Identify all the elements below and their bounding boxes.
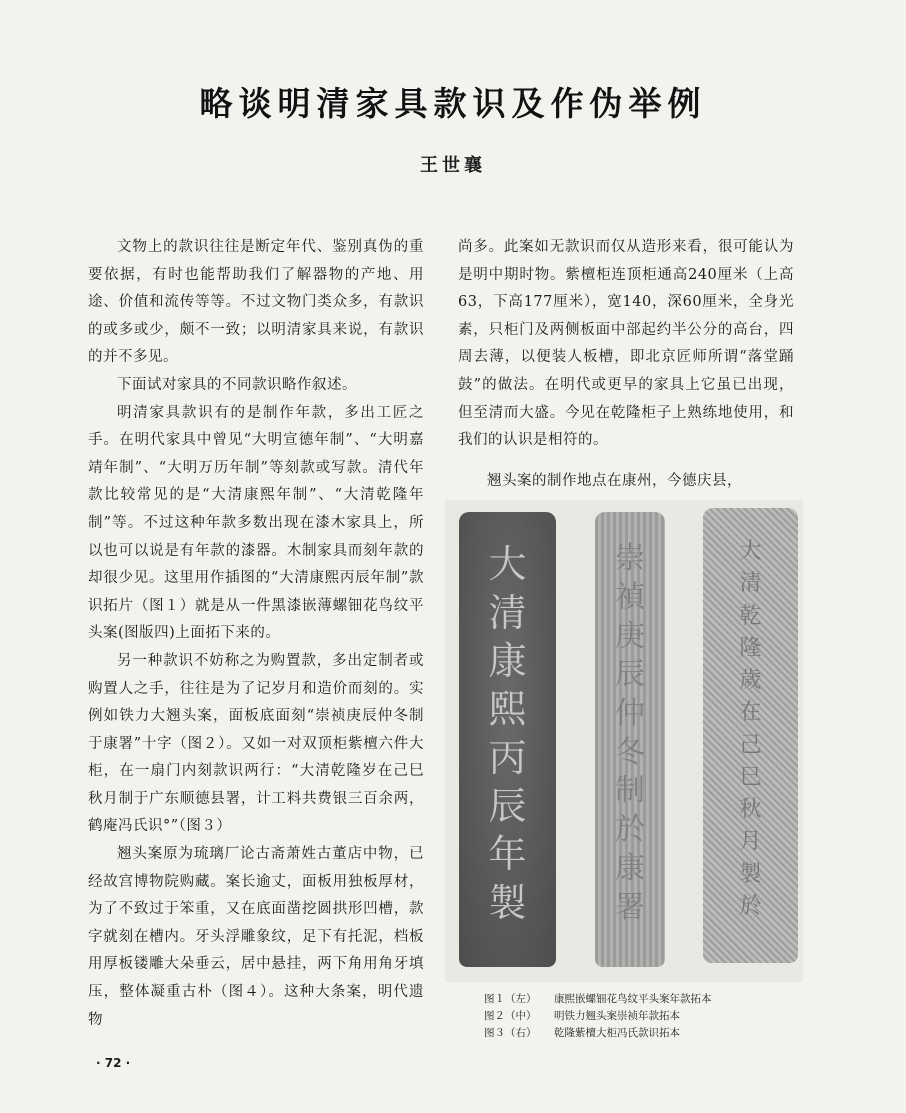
rubbing-character: 庚	[615, 618, 645, 654]
rubbing-character: 於	[739, 893, 762, 919]
rubbing-character: 仲	[615, 696, 645, 732]
rubbing-character: 年	[488, 832, 527, 877]
caption-row	[484, 1025, 804, 1042]
caption-number: 图２（中）	[484, 1010, 537, 1022]
rubbing-character: 月	[739, 829, 762, 855]
paragraph: 下面试对家具的不同款识略作叙述。	[117, 376, 357, 393]
left-column	[88, 234, 424, 1034]
page-number: · 72 ·	[96, 1056, 131, 1070]
rubbing-character: 隆	[739, 635, 762, 661]
paragraph: 另一种款识不妨称之为购置款，多出定制者或购置人之手，往往是为了记岁月和造价而刻的。实例如铁力大翘头案，面板底面刻“崇祯庚辰仲冬制于康署”十字（图２）。又如一对双顶柜紫檀六件大柜，在一扇门内刻款识两行：“大清乾隆岁在己巳秋月制于广东顺德县署，计工料共费银三百余两，鹤庵冯氏识°”（图３）	[88, 652, 424, 835]
rubbing-character: 冬	[615, 734, 645, 770]
rubbing-character: 秋	[739, 797, 762, 823]
rubbing-character: 歲	[739, 668, 762, 694]
right-column-tail	[458, 468, 794, 496]
rubbing-character: 禎	[615, 580, 645, 616]
author-name: 王世襄	[420, 155, 486, 176]
rubbing-character: 巳	[739, 764, 762, 790]
figure-captions	[484, 991, 804, 1042]
rubbing-character: 署	[615, 889, 645, 925]
paragraph: 尚多。此案如无款识而仅从造形来看，很可能认为是明中期时物。紫檀柜连顶柜通高240厘米（上高63，下高177厘米），宽140，深60厘米，全身光素，只柜门及两侧板面中部起约半公分的高台，四周去薄，以便装人板槽，即北京匠师所谓“落堂踊鼓”的做法。在明代或更早的家具上它虽已出现，但至清而大盛。今见在乾隆柜子上熟练地使用，和我们的认识是相符的。	[458, 239, 794, 449]
rubbing-character: 熙	[488, 687, 527, 732]
rubbing-character: 辰	[615, 657, 645, 693]
rubbing-character: 丙	[488, 735, 527, 780]
rubbing-1-chars	[459, 512, 556, 967]
rubbing-character: 辰	[488, 784, 527, 829]
caption-row	[484, 1008, 804, 1025]
rubbing-image-3	[703, 508, 798, 963]
rubbing-2-chars	[595, 512, 665, 967]
rubbing-character: 於	[615, 812, 645, 848]
rubbing-character: 製	[488, 880, 527, 925]
caption-number: 图１（左）	[484, 993, 537, 1005]
rubbing-character: 康	[488, 638, 527, 683]
rubbing-character: 崇	[615, 541, 645, 577]
caption-row	[484, 991, 804, 1008]
paragraph: 翘头案原为琉璃厂论古斋萧姓古董店中物，已经故宫博物院购藏。案长逾丈，面板用独板厚材，为了不致过于笨重，又在底面凿挖圆拱形凹槽，款字就刻在槽内。牙头浮雕象纹，足下有托泥，档板用厚板镂雕大朵垂云，居中悬挂，两下角用角牙填压，整体凝重古朴（图４）。这种大条案，明代遗物	[88, 846, 424, 1028]
rubbing-character: 大	[739, 539, 762, 565]
caption-text: 乾隆紫檀大柜冯氏款识拓本	[554, 1027, 680, 1039]
right-column	[458, 234, 794, 455]
paragraph: 翘头案的制作地点在康州，今德庆县，	[487, 473, 742, 489]
article-title: 略谈明清家具款识及作伪举例	[199, 84, 707, 123]
paragraph: 文物上的款识往往是断定年代、鉴别真伪的重要依据，有时也能帮助我们了解器物的产地、用途、价值和流传等等。不过文物门类众多，有款识的或多或少，颇不一致；以明清家具来说，有款识的并不多见。	[88, 239, 424, 366]
rubbing-character: 制	[615, 773, 645, 809]
rubbing-character: 製	[739, 861, 762, 887]
rubbing-character: 清	[739, 571, 762, 597]
rubbing-character: 大	[488, 542, 527, 587]
rubbing-character: 清	[488, 590, 527, 635]
caption-text: 明铁力翘头案崇祯年款拓本	[554, 1010, 680, 1022]
caption-text: 康熙嵌螺钿花鸟纹平头案年款拓本	[554, 993, 712, 1005]
rubbing-character: 己	[739, 732, 762, 758]
rubbing-character: 在	[739, 700, 762, 726]
paragraph: 明清家具款识有的是制作年款，多出工匠之手。在明代家具中曾见“大明宣德年制”、“大明嘉靖年制”、“大明万历年制”等刻款或写款。清代年款比较常见的是“大清康熙年制”、“大清乾隆年制”等。不过这种年款多数出现在漆木家具上，所以也可以说是有年款的漆器。木制家具而刻年款的却很少见。这里用作插图的“大清康熙丙辰年制”款识拓片（图１）就是从一件黑漆嵌薄螺钿花鸟纹平头案(图版四)上面拓下来的。	[88, 404, 424, 642]
rubbing-image-1	[459, 512, 556, 967]
rubbing-3-chars	[703, 508, 798, 963]
rubbing-image-2	[595, 512, 665, 967]
caption-number: 图３（右）	[484, 1027, 537, 1039]
rubbing-character: 康	[615, 850, 645, 886]
rubbing-character: 乾	[739, 603, 762, 629]
rubbings-figure	[445, 500, 803, 982]
